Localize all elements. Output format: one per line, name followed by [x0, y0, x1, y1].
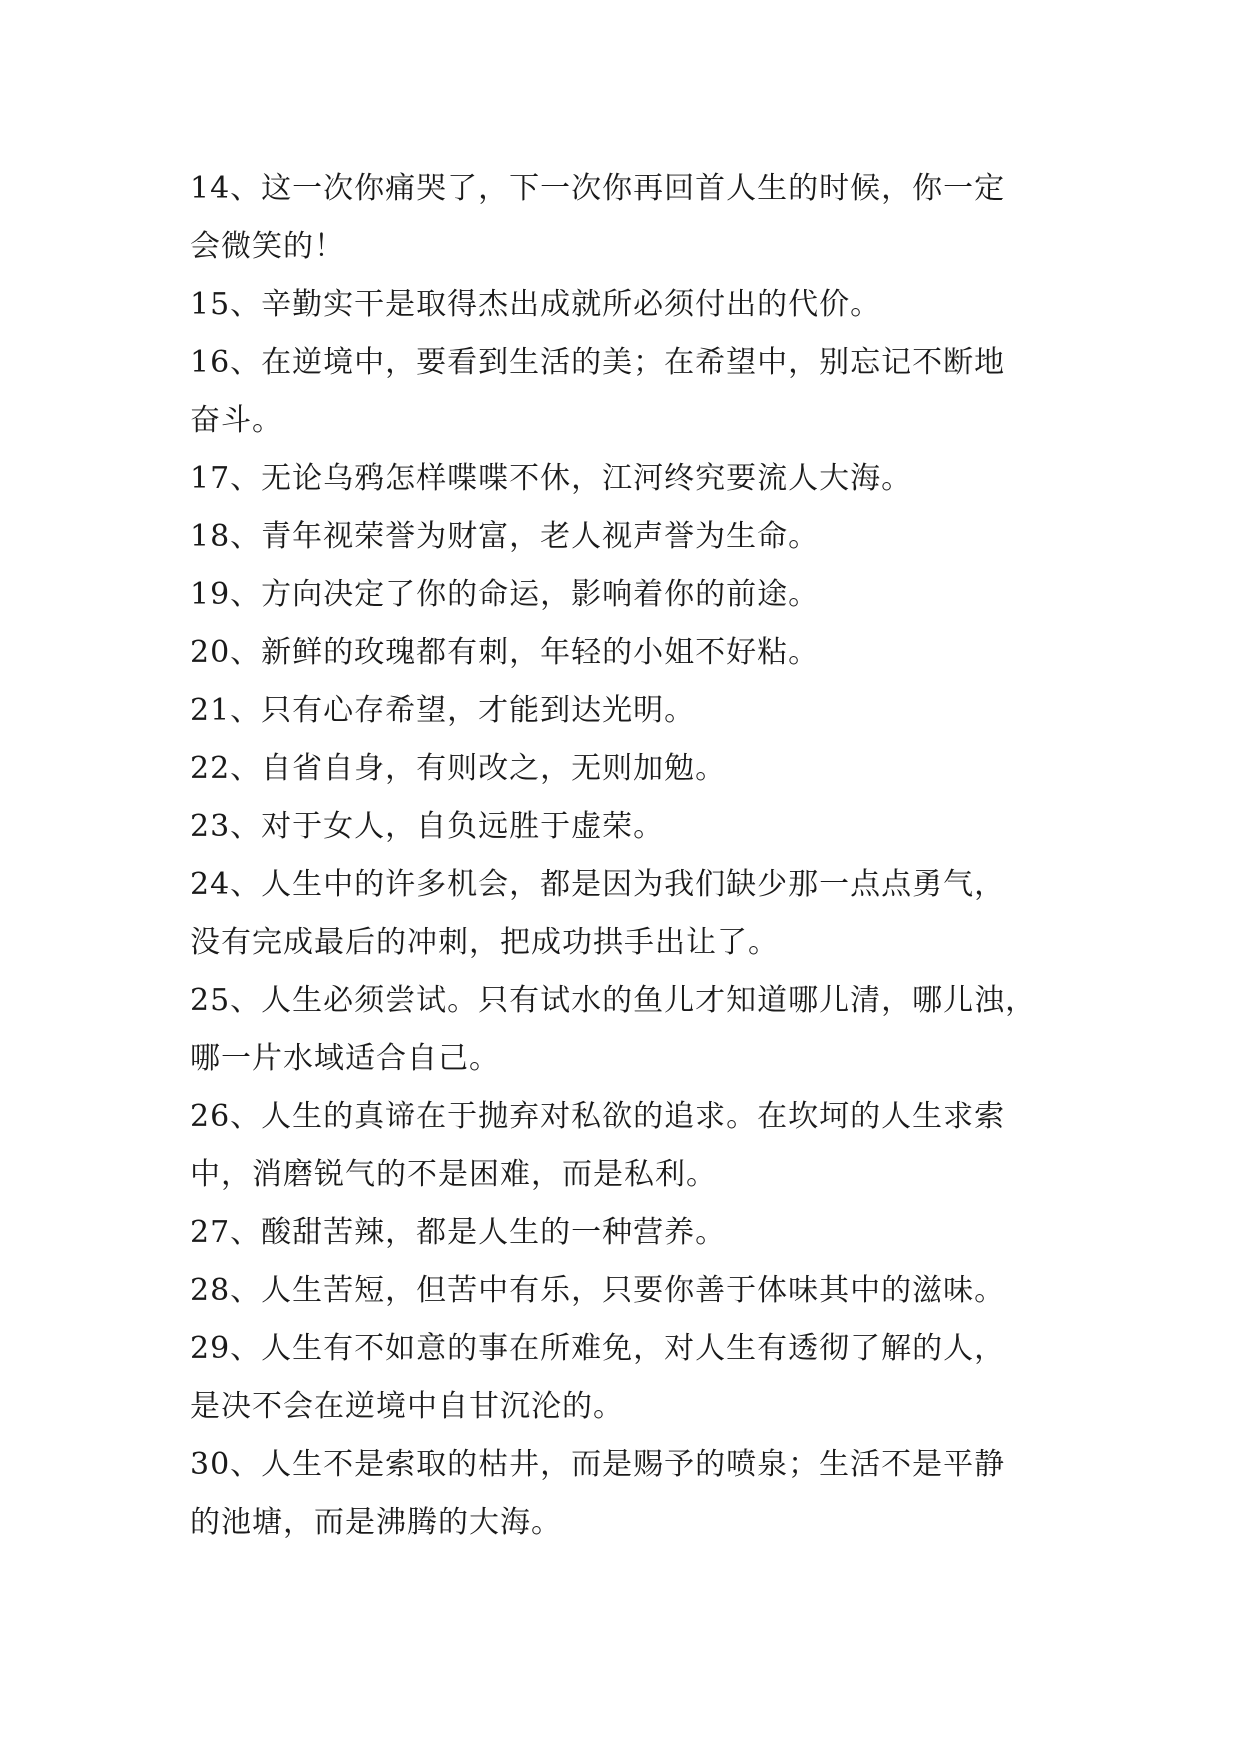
text-line: 会微笑的！ — [190, 229, 345, 264]
text-line: 27、酸甜苦辣，都是人生的一种营养。 — [190, 1215, 727, 1250]
text-line: 28、人生苦短，但苦中有乐，只要你善于体味其中的滋味。 — [190, 1273, 1006, 1308]
text-line: 的池塘，而是沸腾的大海。 — [190, 1505, 562, 1540]
text-line: 29、人生有不如意的事在所难免，对人生有透彻了解的人， — [190, 1331, 1006, 1366]
text-line: 奋斗。 — [190, 403, 283, 438]
text-line: 19、方向决定了你的命运，影响着你的前途。 — [190, 577, 820, 612]
text-line: 30、人生不是索取的枯井，而是赐予的喷泉；生活不是平静 — [190, 1447, 1006, 1482]
text-line: 哪一片水域适合自己。 — [190, 1041, 500, 1076]
text-line: 25、人生必须尝试。只有试水的鱼儿才知道哪儿清，哪儿浊， — [190, 983, 1037, 1018]
text-line: 18、青年视荣誉为财富，老人视声誉为生命。 — [190, 519, 820, 554]
text-line: 23、对于女人，自负远胜于虚荣。 — [190, 809, 665, 844]
text-line: 15、辛勤实干是取得杰出成就所必须付出的代价。 — [190, 287, 882, 322]
text-line: 是决不会在逆境中自甘沉沦的。 — [190, 1389, 624, 1424]
text-line: 24、人生中的许多机会，都是因为我们缺少那一点点勇气， — [190, 867, 1006, 902]
text-line: 没有完成最后的冲刺，把成功拱手出让了。 — [190, 925, 779, 960]
document-body — [190, 160, 1060, 1552]
text-line: 17、无论乌鸦怎样喋喋不休，江河终究要流人大海。 — [190, 461, 913, 496]
text-line: 26、人生的真谛在于抛弃对私欲的追求。在坎坷的人生求索 — [190, 1099, 1006, 1134]
text-line: 16、在逆境中，要看到生活的美；在希望中，别忘记不断地 — [190, 345, 1006, 380]
text-line: 22、自省自身，有则改之，无则加勉。 — [190, 751, 727, 786]
text-line: 20、新鲜的玫瑰都有刺，年轻的小姐不好粘。 — [190, 635, 820, 670]
text-line: 14、这一次你痛哭了，下一次你再回首人生的时候，你一定 — [190, 171, 1006, 206]
text-line: 中，消磨锐气的不是困难，而是私利。 — [190, 1157, 717, 1192]
text-line: 21、只有心存希望，才能到达光明。 — [190, 693, 696, 728]
